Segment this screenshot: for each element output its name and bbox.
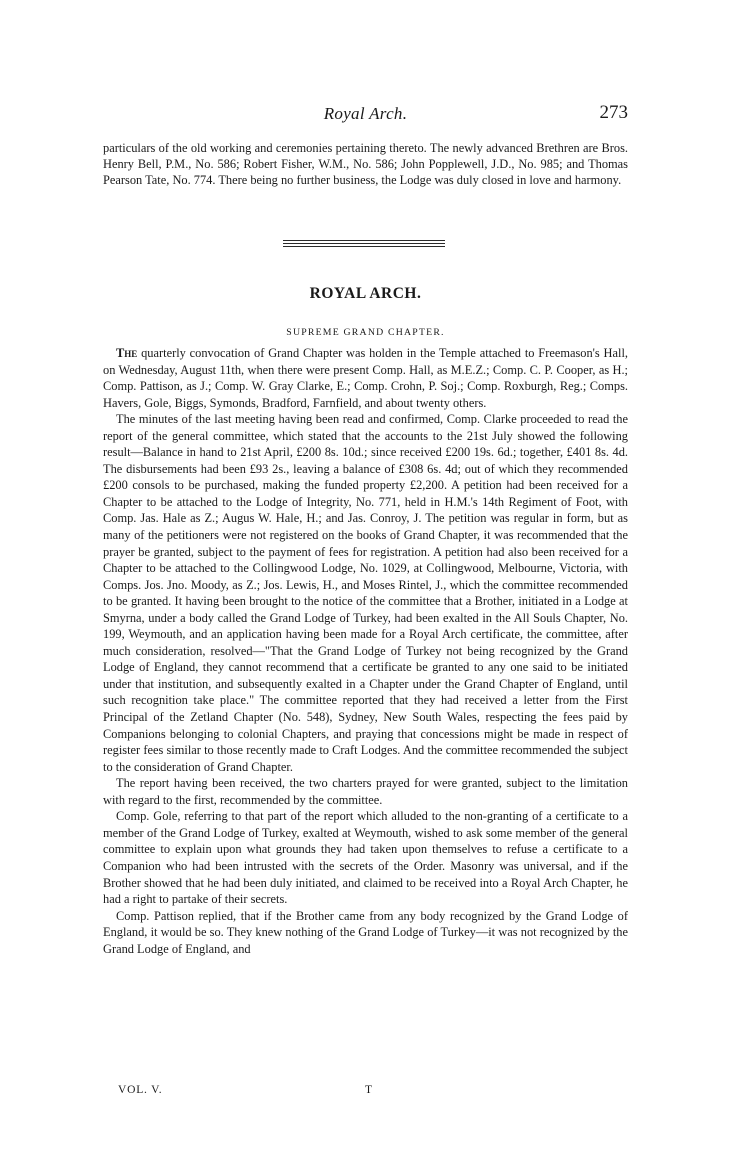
running-head [103, 102, 628, 128]
page-number: 273 [599, 102, 628, 123]
page-footer [103, 1084, 628, 1102]
article-body [103, 345, 628, 957]
paragraph-report-received: The report having been received, the two charters prayed for were granted, subject to the limitation with regard to the first, recommended by the committee. [103, 776, 628, 807]
paragraph-text: quarterly convocation of Grand Chapter was holden in the Temple attached to Freemason's Hall, on Wednesday, August 11th, when there were present Comp. Hall, as M.E.Z.; Comp. C. P. Cooper, as H.; Comp. Pattison, as J.; Comp. W. Gray Clarke, E.; Comp. Crohn, P. Soj.; Comp. Roxburgh, Reg.; Comps. Havers, Gole, Biggs, Symonds, Bradford, Farnfield, and about twenty others. [103, 346, 628, 410]
divider-rule [283, 243, 445, 244]
paragraph-committee-report: The minutes of the last meeting having been read and confirmed, Comp. Clarke proceeded to read the report of the general committee, which stated that the accounts to the 21st July showed the following result—Balance in hand to 21st April, £200 8s. 10d.; since received £200 19s. 6d.; together, £401 8s. 4d. The disbursements had been £93 2s., leaving a balance of £308 6s. 4d; out of which they recommended £200 consols to be purchased, making the funded property £2,200. A petition had been received for a Chapter to be attached to the Lodge of Integrity, No. 771, held in H.M.'s 14th Regiment of Foot, with Comp. Jas. Hale as Z.; Augus W. Hale, H.; and Jas. Conroy, J. The petition was regular in form, but as many of the petitioners were not registered on the books of Grand Chapter, it was recommended that the prayer be granted, subject to the payment of fees for registration. A petition had also been received for a Chapter to be attached to the Collingwood Lodge, No. 1029, at Collingwood, Melbourne, Victoria, with Comps. Jos. Jno. Moody, as Z.; Jos. Lewis, H., and Moses Rintel, J., which the committee recommended to be granted. It having been brought to the notice of the committee that a Brother, initiated in a Lodge at Smyrna, under a body called the Grand Lodge of Turkey, had been exalted in the All Souls Chapter, No. 199, Weymouth, and an application having been made for a Royal Arch certificate, the committee, after much consideration, resolved—"That the Grand Lodge of Turkey not being recognized by the Grand Lodge of England, they cannot recommend that a certificate be granted to any one said to be initiated under that institution, and subsequently exalted in a Chapter under the Grand Chapter of England, until such recognition take place." The committee reported that they had received a letter from the First Principal of the Zetland Chapter (No. 548), Sydney, New South Wales, respecting the fees paid by Companions belonging to colonial Chapters, and praying that concessions might be made in respect of register fees similar to those recently made to Craft Lodges. And the committee recommended the subject to the consideration of Grand Chapter. [103, 412, 628, 774]
paragraph-convocation [103, 345, 628, 411]
section-subtitle: SUPREME GRAND CHAPTER. [286, 327, 445, 338]
lead-word: The [116, 346, 138, 360]
section-divider [283, 240, 445, 249]
paragraph-comp-pattison: Comp. Pattison replied, that if the Brother came from any body recognized by the Grand Lodge of England, it would be so. They knew nothing of the Grand Lodge of Turkey—it was not recognized by the Grand Lodge of England, and [103, 908, 628, 956]
signature-mark: T [365, 1084, 373, 1096]
section-title: ROYAL ARCH. [309, 285, 422, 302]
paragraph-comp-gole: Comp. Gole, referring to that part of the report which alluded to the non-granting of a certificate to a member of the Grand Lodge of Turkey, exalted at Weymouth, wished to ask some member of the general committee to explain upon what grounds they had taken upon themselves to refuse a certificate to a Companion who had been intrusted with the secrets of the Order. Masonry was universal, and if the Brother showed that he had been duly initiated, and claimed to be received into a Royal Arch Chapter, he had a right to partake of their secrets. [103, 809, 628, 907]
divider-rule [283, 240, 445, 241]
running-title: Royal Arch. [323, 104, 408, 123]
divider-rule [283, 246, 445, 247]
continuation-paragraph: particulars of the old working and ceremonies pertaining thereto. The newly advanced Brethren are Bros. Henry Bell, P.M., No. 586; Robert Fisher, W.M., No. 586; John Popplewell, J.D., No. 985; and Thomas Pearson Tate, No. 774. There being no further business, the Lodge was duly closed in love and harmony. [103, 141, 628, 188]
volume-label: VOL. V. [118, 1084, 163, 1096]
